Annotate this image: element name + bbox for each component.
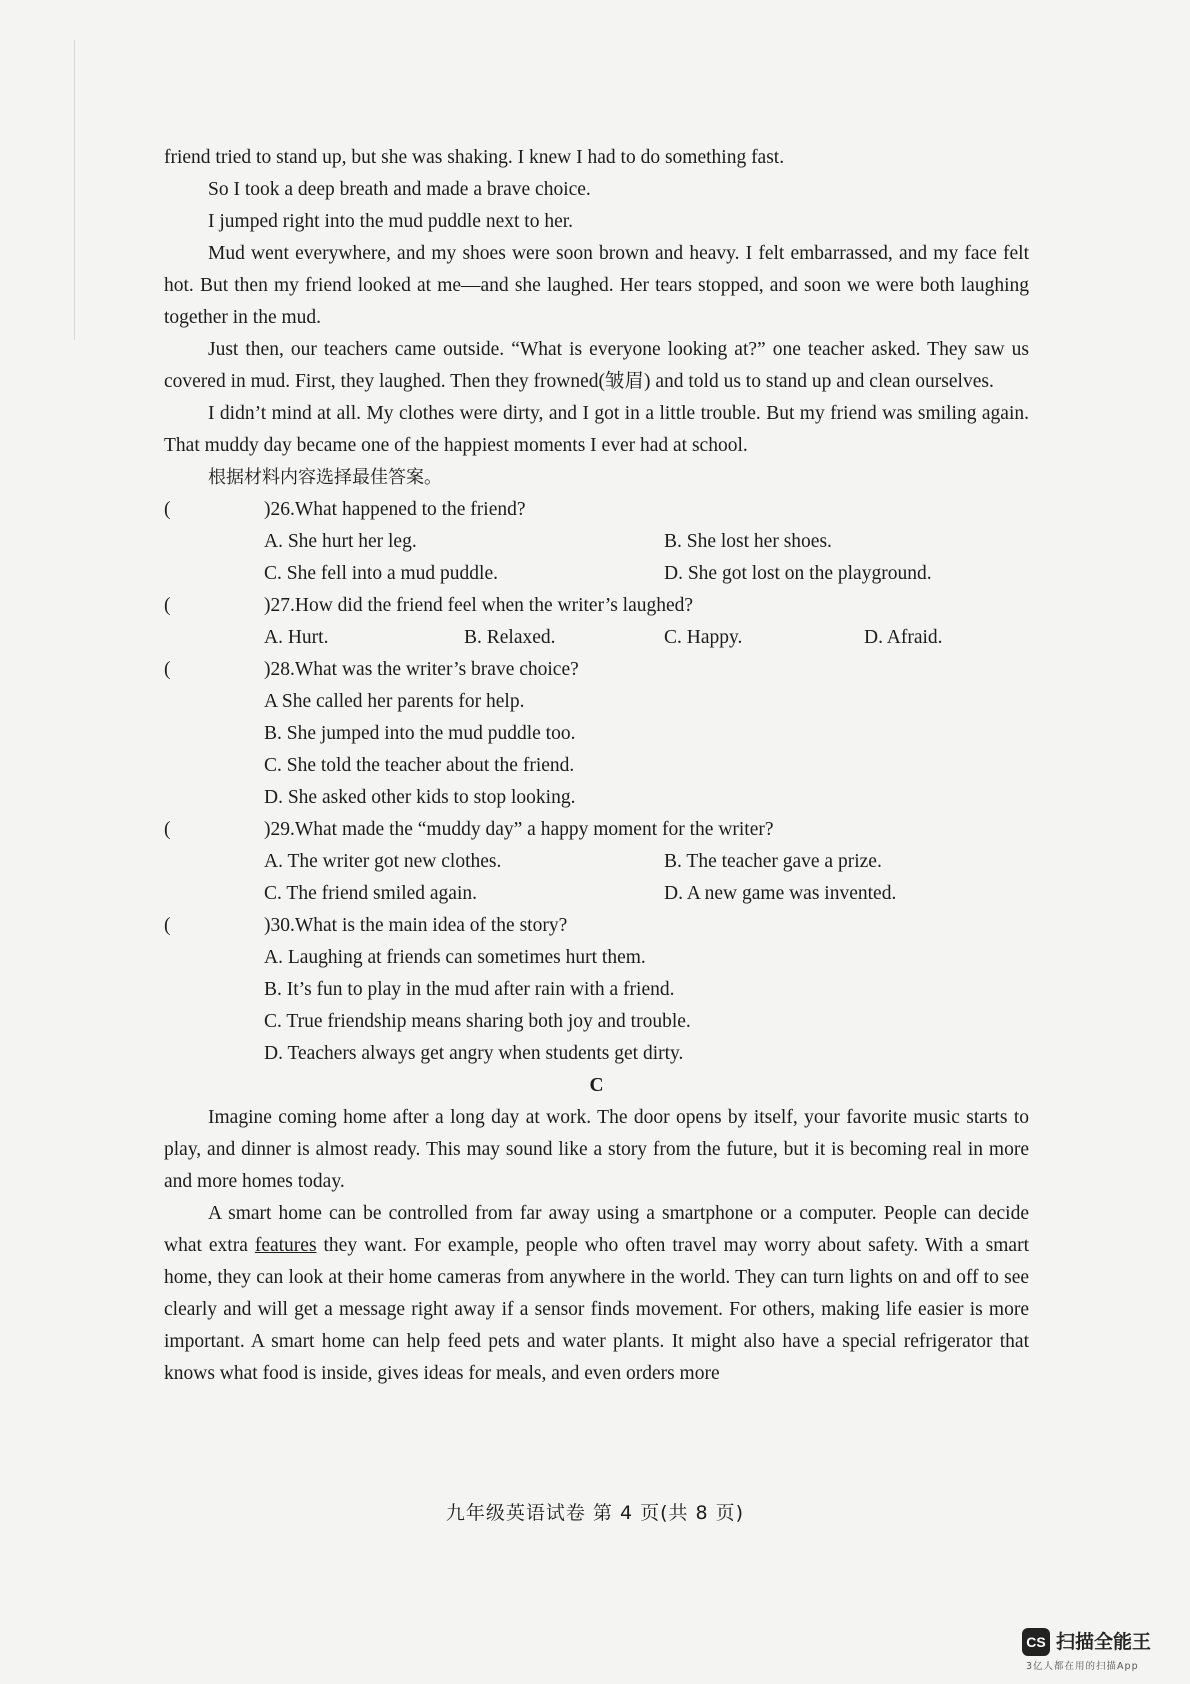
underlined-word: features bbox=[254, 1235, 317, 1256]
question-29 bbox=[164, 814, 1029, 846]
answer-bracket[interactable]: ( bbox=[164, 595, 171, 616]
question-number: )28. bbox=[264, 659, 295, 680]
passage-paragraph: Just then, our teachers came outside. “What is everyone looking at?” one teacher asked. They saw us covered in mud. First, they laughed. Then they frowned(皱眉) and told us to stand up and clean ourselves. bbox=[164, 339, 1029, 392]
binding-line bbox=[74, 40, 75, 340]
answer-bracket[interactable]: ( bbox=[164, 915, 171, 936]
passage-paragraph: I jumped right into the mud puddle next to her. bbox=[208, 211, 574, 232]
option-b: B. It’s fun to play in the mud after rain with a friend. bbox=[264, 979, 675, 1000]
option-a: A. Hurt. bbox=[264, 627, 329, 648]
question-number: )26. bbox=[264, 499, 295, 520]
watermark-name: 扫描全能王 bbox=[1056, 1631, 1152, 1653]
answer-bracket[interactable]: ( bbox=[164, 499, 171, 520]
passage-paragraph bbox=[164, 1198, 1029, 1390]
question-number: )30. bbox=[264, 915, 295, 936]
question-26 bbox=[164, 494, 1029, 526]
passage-paragraph: Mud went everywhere, and my shoes were soon brown and heavy. I felt embarrassed, and my face felt hot. But then my friend looked at me—and she laughed. Her tears stopped, and soon we were both laughing together in the mud. bbox=[164, 243, 1029, 328]
section-heading: C bbox=[589, 1075, 604, 1096]
question-stem: What happened to the friend? bbox=[294, 499, 526, 520]
option-a: A She called her parents for help. bbox=[264, 691, 525, 712]
option-a: A. She hurt her leg. bbox=[264, 531, 417, 552]
question-stem: What made the “muddy day” a happy moment for the writer? bbox=[294, 819, 774, 840]
passage-paragraph: So I took a deep breath and made a brave choice. bbox=[208, 179, 591, 200]
option-d: D. She asked other kids to stop looking. bbox=[264, 787, 576, 808]
passage-paragraph: Imagine coming home after a long day at work. The door opens by itself, your favorite music starts to play, and dinner is almost ready. This may sound like a story from the future, but it is becoming real in more and more homes today. bbox=[164, 1107, 1029, 1192]
question-number: )27. bbox=[264, 595, 295, 616]
question-instruction: 根据材料内容选择最佳答案。 bbox=[208, 467, 442, 488]
options-30 bbox=[164, 942, 1029, 1070]
question-stem: How did the friend feel when the writer’s laughed? bbox=[294, 595, 694, 616]
passage-paragraph: friend tried to stand up, but she was shaking. I knew I had to do something fast. bbox=[164, 147, 785, 168]
question-number: )29. bbox=[264, 819, 295, 840]
option-b: B. She lost her shoes. bbox=[664, 531, 832, 552]
option-c: C. Happy. bbox=[664, 627, 743, 648]
exam-page bbox=[164, 142, 1029, 1390]
paragraph-text: A smart home can be controlled from far away using a smartphone or a computer. People can decide what extra bbox=[164, 1203, 1029, 1256]
question-stem: What was the writer’s brave choice? bbox=[294, 659, 579, 680]
question-27 bbox=[164, 590, 1029, 622]
answer-bracket[interactable]: ( bbox=[164, 819, 171, 840]
option-d: D. Afraid. bbox=[864, 627, 943, 648]
camscanner-logo-icon: CS bbox=[1022, 1628, 1050, 1656]
passage-paragraph: I didn’t mind at all. My clothes were dirty, and I got in a little trouble. But my friend was smiling again. That muddy day became one of the happiest moments I ever had at school. bbox=[164, 403, 1029, 456]
options-29 bbox=[164, 846, 1029, 910]
option-a: A. The writer got new clothes. bbox=[264, 851, 502, 872]
option-d: D. She got lost on the playground. bbox=[664, 563, 932, 584]
options-27 bbox=[164, 622, 1029, 654]
watermark-subtitle: 3亿人都在用的扫描App bbox=[1026, 1661, 1139, 1672]
question-28 bbox=[164, 654, 1029, 686]
options-26 bbox=[164, 526, 1029, 590]
question-stem: What is the main idea of the story? bbox=[294, 915, 568, 936]
answer-bracket[interactable]: ( bbox=[164, 659, 171, 680]
option-c: C. She told the teacher about the friend. bbox=[264, 755, 575, 776]
page-footer: 九年级英语试卷 第 4 页(共 8 页) bbox=[445, 1502, 745, 1524]
option-d: D. A new game was invented. bbox=[664, 883, 897, 904]
option-c: C. True friendship means sharing both joy and trouble. bbox=[264, 1011, 691, 1032]
option-c: C. She fell into a mud puddle. bbox=[264, 563, 498, 584]
option-b: B. The teacher gave a prize. bbox=[664, 851, 882, 872]
question-30 bbox=[164, 910, 1029, 942]
option-a: A. Laughing at friends can sometimes hurt them. bbox=[264, 947, 646, 968]
paragraph-text: they want. For example, people who often travel may worry about safety. With a smart home, they can look at their home cameras from anywhere in the world. They can turn lights on and off to see clearly and will get a message right away if a sensor finds movement. For others, making life easier is more important. A smart home can help feed pets and water plants. It might also have a special refrigerator that knows what food is inside, gives ideas for meals, and even orders more bbox=[164, 1235, 1029, 1384]
option-c: C. The friend smiled again. bbox=[264, 883, 478, 904]
scanner-watermark bbox=[1022, 1628, 1164, 1670]
options-28 bbox=[164, 686, 1029, 814]
option-d: D. Teachers always get angry when students get dirty. bbox=[264, 1043, 684, 1064]
option-b: B. She jumped into the mud puddle too. bbox=[264, 723, 576, 744]
option-b: B. Relaxed. bbox=[464, 627, 556, 648]
